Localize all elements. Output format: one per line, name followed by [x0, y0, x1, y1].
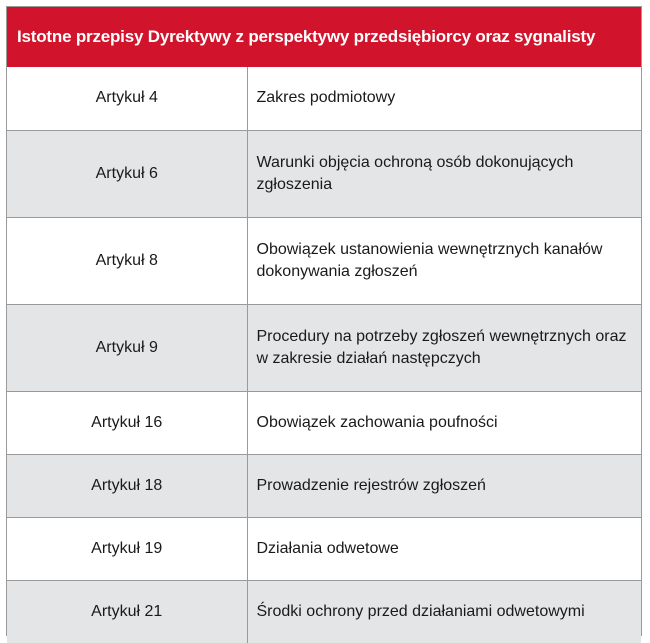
table-row — [7, 454, 641, 517]
table-body — [7, 67, 641, 643]
description-cell: Środki ochrony przed działaniami odwetowymi — [247, 580, 641, 643]
provisions-table — [6, 6, 642, 636]
article-cell: Artykuł 8 — [7, 217, 247, 304]
article-cell: Artykuł 4 — [7, 67, 247, 130]
description-cell: Obowiązek zachowania poufności — [247, 391, 641, 454]
article-cell: Artykuł 18 — [7, 454, 247, 517]
description-cell: Warunki objęcia ochroną osób dokonujących zgłoszenia — [247, 130, 641, 217]
article-cell: Artykuł 21 — [7, 580, 247, 643]
table-row — [7, 391, 641, 454]
article-cell: Artykuł 19 — [7, 517, 247, 580]
description-cell: Działania odwetowe — [247, 517, 641, 580]
description-cell: Obowiązek ustanowienia wewnętrznych kanałów dokonywania zgłoszeń — [247, 217, 641, 304]
table-row — [7, 217, 641, 304]
article-cell: Artykuł 16 — [7, 391, 247, 454]
table-row — [7, 67, 641, 130]
table-row — [7, 517, 641, 580]
table-row — [7, 130, 641, 217]
table-row — [7, 580, 641, 643]
description-cell: Zakres podmiotowy — [256, 89, 396, 107]
table-title: Istotne przepisy Dyrektywy z perspektywy przedsiębiorcy oraz sygnalisty — [7, 7, 641, 67]
description-cell: Procedury na potrzeby zgłoszeń wewnętrznych oraz w zakresie działań następczych — [247, 304, 641, 391]
table-row — [7, 304, 641, 391]
description-cell: Prowadzenie rejestrów zgłoszeń — [247, 454, 641, 517]
article-cell: Artykuł 9 — [7, 304, 247, 391]
article-cell: Artykuł 6 — [7, 130, 247, 217]
